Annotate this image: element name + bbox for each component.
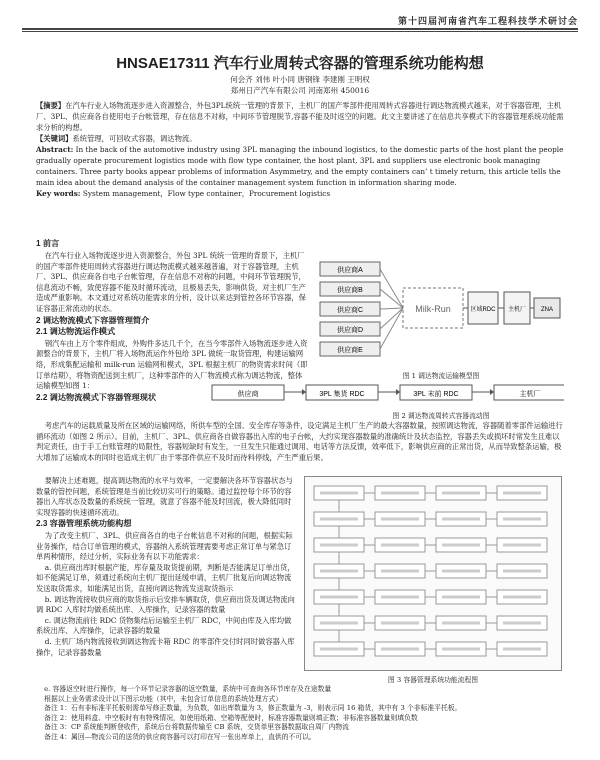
milk-run-label: Milk-Run [415,304,451,314]
section-2-title: 2 调达物流模式下容器管理简介 [36,315,150,325]
note-2: 备注 2：使用料盒、中空板时有有特殊情况，如使用纸箱、空箱等配使时，标准容器数量则填正数；非标准容器数量则填负数 [44,713,418,722]
section-1-text: 在汽车行业入场物流逐步进入资源整合，外包 3PL 统统一管理的背景下，主机厂的国产零部件使用周转式容器进行调达物流模式越来越普遍，对于容器管理，主机厂、3PL、供应商各自电子台帐管理，存在信息不对称的问题，中间环节管理脱节，信息流动不畅，致使容器不能及时循环流动，且极易丢失，影响供货，对主机厂生产造成严重影响。本文通过对系统功能需求的分析，设计以来达到管控各环节容器，保证容器正常流动的状态。 [36,251,306,313]
note-3: 备注 3：CP 系统能判断登收件，系统后台将数据传输至 CB 系统，交货单里容器数据取自周厂内物流 [44,723,349,732]
item-c: c. 调达物流前往 RDC 货物集结后运输至主机厂 RDC，中间由库及入库均做系统出库、入库操作，记录容器的数量 [36,615,292,636]
header-rule-thin [22,31,578,32]
plant-rdc-label: 主机厂 [507,307,527,313]
figure-2-caption: 图 2 调达物流周转式容器流动图 [392,412,490,420]
regional-rdc-label: 区域RDC [470,307,496,313]
figure-3-caption: 图 3 容器管理系统功能流程图 [387,676,479,684]
abstract-cn-text: 在汽车行业入场物流逐步进入资源整合，外包3PL统统一管理的背景下，主机厂的国产零部件使用周转式容器进行调达物流模式越来，对于容器管理，主机厂、3PL、供应商各自使用电子台帐管理，存在信息不对称，中间环节管理脱节,容器不能及时返空的问题。此文主要讲述了在信息共享模式下的容器管理系统功能需求分析的构想。 [36,101,564,132]
section-2-3-title: 2.3 容器管理系统功能构想 [36,519,132,529]
figure-2-diagram [210,382,564,404]
keywords-en-text: System management，Flow type container，Procurement logistics [82,189,331,198]
supplier-label: 供应商E [337,347,363,354]
supplier-label: 供应商A [337,267,363,274]
item-d: d. 主机厂场内物流接收到调达物流卡箱 RDC 的零部件交付时同时做容器入库操作，记录容器数量 [36,636,295,657]
section-2-3-text: 为了改变主机厂、3PL、供应商各自的电子台帐信息不对称的问题，根据实际业务操作，结合订单管理的模式，容器纳入系统管理需要考虑正常订单与紧急订单两种情形，经过分析，实际业务有以下功能需求： [36,530,293,562]
figure-1-diagram [318,258,564,366]
authors: 何会齐 刘伟 叶小同 唐钢锋 李建刚 王明权 [230,75,370,84]
supplier-label: 供应商D [336,327,364,334]
supplier-label: 供应商B [337,287,363,294]
wait-line: 根据以上业务需求设计以下图示功能（其中，未包含订单信息的系统处理方式） [44,694,283,703]
flow-node-label: 3PL 集货 RDC [319,391,365,398]
section-2-2-body [36,421,564,463]
figure-3-diagram [304,476,562,671]
keywords-en [36,188,564,199]
abstract-en-text: In the back of the automotive industry using 3PL managing the inbound logistics, to the domestic parts of the host plant the people gradually operate procurement logistics mode with flow type container, the host plant, 3PL and suppliers use electronic book managing containers. Three party books appear problems of information Asymmetry, and the empty containers can’ t timely return, this article tells the main idea about the demand analysis of the container management system function in information sharing mode. [36,145,564,187]
supplier-route [380,308,403,349]
flow-node-label: 主机厂 [519,391,541,398]
flow-arrowhead [396,389,400,395]
supplier-route [380,269,403,308]
left-column-bottom [36,476,298,658]
section-1-title: 1 前言 [36,239,60,248]
section-2-2-title: 2.2 调达物流模式下容器管理现状 [36,392,157,402]
item-b: b. 调达物流接收供应商的取货指示后安排车辆取货，供应商出货及调达物流向调 RDC 入库时均做系统出库、入库操作，记录容器的数量 [36,594,295,615]
abstract-cn-label: 【摘要】 [36,101,66,110]
abstract-en [36,144,564,188]
item-e: e. 容器返空时进行操作，每一个环节记录容器的返空数量，系统中可查询各环节库存及在途数量 [44,685,332,693]
supplier-route [380,289,403,308]
keywords-cn-label: 【关键词】 [36,134,73,143]
running-head: 第十四届河南省汽车工程科技学术研讨会 [397,16,578,26]
paper-title: HNSAE17311 汽车行业周转式容器的管理系统功能构想 [116,55,484,72]
note-4: 备注 4：属回—物流公司的送货的供应商容器可以打印在写一张出库单上，直供的不可以。 [44,732,316,741]
section-2-2-text: 考虑汽车的运载质量及所在区域的运输网络，所供车型的全国、安全库存等条件，设定满足主机厂生产的最大容器数量，按照调达物流，容器随着零部件运输进行循环流动（如图 2 所示）。目前，主机厂、3PL、供应商各自做容器出入库的电子台帐，大约实现容器数量的准确统计及状态监控，容器丢失或损坏时常发生且难以判定责任，由于手工台账管理的局限性，容器短缺时有发生，一旦发生只能通过调用、电话等方法反馈，效率低下，影响供应商的正常出货，从而导致整条运输，极大增加了运输成本的同时也造成主机厂由于零部件供应不及时而待料停线，产生严重后果。 [36,421,563,462]
section-2-1-text: 钢汽车由上万个零件组成，外购件多达几千个，在当今零部件入场物流逐步进入资源整合的背景下，主机厂将入场物流运作外包给 3PL 做统一取货管理，构建运输网络，形成集配运输和 milk-run 运输网和模式，3PL 根据主机厂的物资需求时间（即订单结期），将物资配送到主机厂，这种零部件的入厂物流模式称为调达物流，整体运输模型如图 1： [36,338,308,391]
section-2-2-text2: 要解决上述难题，提高调达物流的水平与效率，一定要解决各环节容器状态与数量的管控问题，系统管理是当前比较切实可行的策略。通过监控每个环节的容器出入库状态及数量的系统统一管理，就意了容器不能及时回流，极大降低同时实现容器的快速循环流动。 [36,476,293,517]
flow-node-label: 供应商 [237,391,259,398]
plant-label: ZNA [541,307,553,313]
section-1 [36,238,564,251]
keywords-cn [36,133,564,144]
supplier-route [380,308,403,329]
supplier-route [380,308,403,309]
notes-block [36,685,564,743]
keywords-cn-text: 系统管理，可回收式容器，调达物流。 [72,134,197,143]
abstract-en-label: Abstract: [36,145,74,154]
keywords-en-label: Key words: [36,189,81,198]
abstract-cn [36,100,564,133]
flow-arrowhead [490,389,494,395]
abstract-block [36,100,564,199]
item-a: a. 供应商出库时根据产能，库存量及取货提前期，判断是否能满足订单出货，如不能满足订单，须通过系统向主机厂提出延缓申请，主机厂批复后向调达物流发送取货需求，如能满足出货，直接向调达物流发送取货指示 [36,562,295,593]
flow-node-label: 3PL 末前 RDC [413,391,459,398]
section-2-1-title: 2.1 调达物流运作模式 [36,327,116,337]
affiliation: 郑州日产汽车有限公司 河南郑州 450016 [230,86,370,95]
figure-1-caption: 图 1 调达物流运输模型图 [402,372,480,380]
header-rule [22,28,578,30]
flow-arrowhead [302,389,306,395]
supplier-label: 供应商C [336,307,364,314]
note-1: 备注 1：石有非标准平托板则需单写修正数量，为负数，如出库数量为 3，修正数量为 -3，则表示同 16 箱货，其中有 3 个非标准平托板。 [44,704,462,713]
